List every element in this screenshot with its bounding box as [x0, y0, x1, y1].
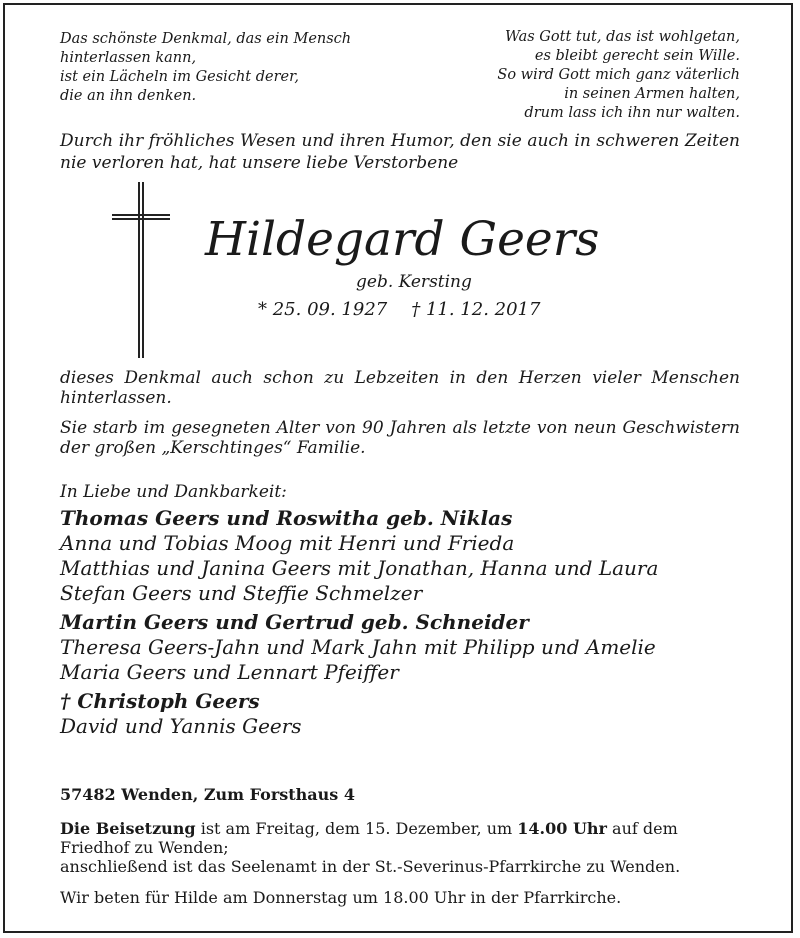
funeral-label: Die Beisetzung	[60, 819, 196, 838]
quote-left-line: die an ihn denken.	[60, 88, 197, 104]
family-member: David und Yannis Geers	[60, 714, 302, 738]
birth-date: * 25. 09. 1927	[258, 299, 388, 320]
funeral-time: 14.00 Uhr	[517, 819, 607, 838]
quote-left-line: ist ein Lächeln im Gesicht derer,	[60, 69, 300, 85]
intro-text: Durch ihr fröhliches Wesen und ihren Humor, den sie auch in schweren Zeiten nie verloren hat, hat unsere liebe Verstorbene	[60, 131, 740, 173]
family-member: Theresa Geers-Jahn und Mark Jahn mit Philipp und Amelie	[60, 635, 656, 659]
deceased-name: Hildegard Geers	[205, 212, 600, 267]
family-member: Maria Geers und Lennart Pfeiffer	[60, 660, 399, 684]
address: 57482 Wenden, Zum Forsthaus 4	[60, 785, 355, 804]
family-group	[60, 505, 760, 606]
cross-icon	[142, 182, 144, 358]
family-group	[60, 688, 760, 739]
life-dates	[258, 299, 540, 320]
family-head: Martin Geers und Gertrud geb. Schneider	[60, 610, 529, 634]
quote-right-line: So wird Gott mich ganz väterlich	[497, 67, 740, 83]
funeral-text: anschließend ist das Seelenamt in der St.-Severinus-Pfarrkirche zu Wenden.	[60, 857, 681, 876]
quote-left	[60, 30, 380, 106]
cross-icon	[138, 182, 140, 358]
family-head: † Christoph Geers	[60, 689, 260, 713]
quote-right	[410, 28, 740, 123]
age-text: Sie starb im gesegneten Alter von 90 Jahren als letzte von neun Geschwistern der großen „Kerschtinges“ Familie.	[60, 418, 740, 458]
death-date: † 11. 12. 2017	[411, 299, 541, 320]
family-group	[60, 609, 760, 685]
family-member: Stefan Geers und Steffie Schmelzer	[60, 581, 423, 605]
family-member: Matthias und Janina Geers mit Jonathan, Hanna und Laura	[60, 556, 659, 580]
quote-right-line: drum lass ich ihn nur walten.	[524, 105, 740, 121]
funeral-text: auf dem Friedhof zu Wenden;	[60, 819, 678, 857]
quote-right-line: in seinen Armen halten,	[564, 86, 740, 102]
thanks-line: In Liebe und Dankbarkeit:	[60, 482, 287, 502]
quote-left-line: Das schönste Denkmal, das ein Mensch	[60, 31, 352, 47]
family-member: Anna und Tobias Moog mit Henri und Frieda	[60, 531, 515, 555]
cross-icon	[112, 218, 170, 220]
quote-right-line: Was Gott tut, das ist wohlgetan,	[504, 29, 740, 45]
legacy-text: dieses Denkmal auch schon zu Lebzeiten in den Herzen vieler Menschen hinterlassen.	[60, 368, 740, 408]
quote-left-line: hinterlassen kann,	[60, 50, 197, 66]
family-head: Thomas Geers und Roswitha geb. Niklas	[60, 506, 513, 530]
prayer-text: Wir beten für Hilde am Donnerstag um 18.00 Uhr in der Pfarrkirche.	[60, 888, 622, 907]
birth-name: geb. Kersting	[356, 272, 472, 292]
quote-right-line: es bleibt gerecht sein Wille.	[534, 48, 740, 64]
funeral-text: ist am Freitag, dem 15. Dezember, um	[195, 819, 518, 838]
family-list	[60, 505, 760, 742]
cross-icon	[112, 214, 170, 216]
funeral-info	[60, 819, 744, 876]
